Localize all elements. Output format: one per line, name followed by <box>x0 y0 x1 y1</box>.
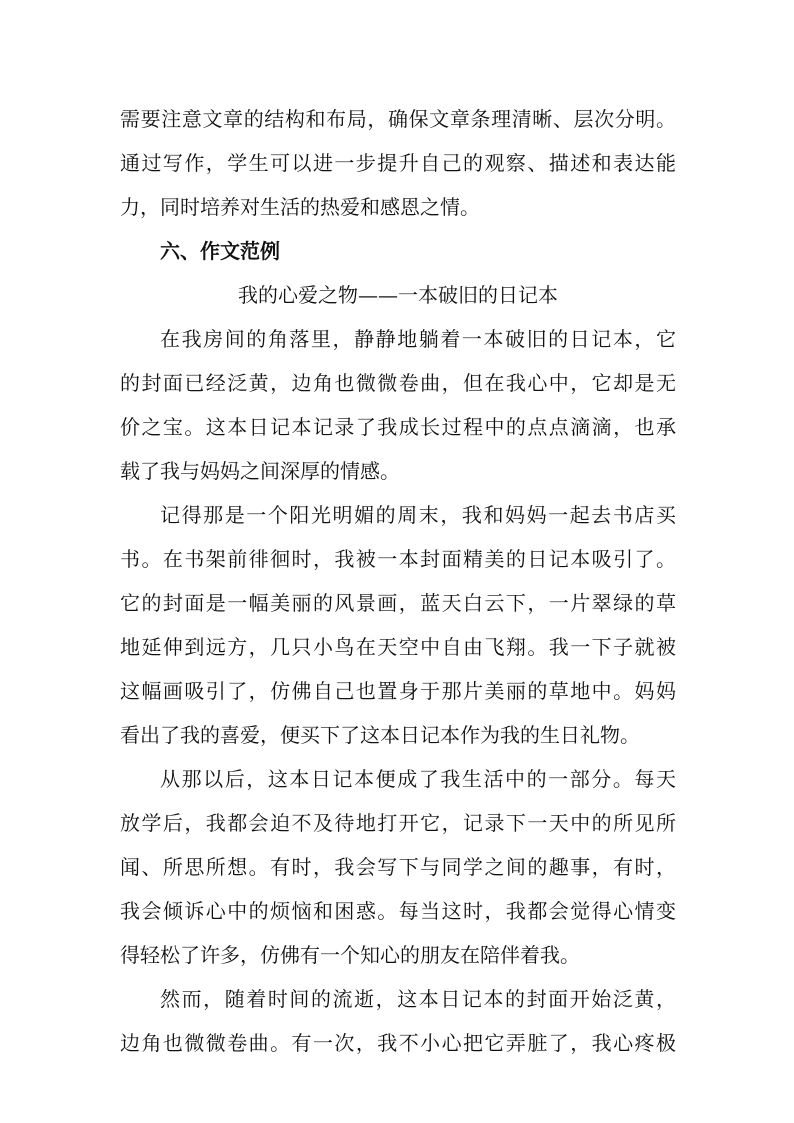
essay-p2-line-2: 书。在书架前徘徊时，我被一本封面精美的日记本吸引了。 <box>120 547 676 571</box>
essay-p4-line-2: 边角也微微卷曲。有一次，我不小心把它弄脏了，我心疼极 <box>120 1031 676 1055</box>
essay-p3-line-1: 从那以后，这本日记本便成了我生活中的一部分。每天 <box>160 767 676 791</box>
essay-p3-line-5: 得轻松了许多，仿佛有一个知心的朋友在陪伴着我。 <box>120 943 580 967</box>
section-heading: 六、作文范例 <box>160 239 280 263</box>
essay-p2-line-1: 记得那是一个阳光明媚的周末，我和妈妈一起去书店买 <box>160 503 676 527</box>
intro-line-1: 需要注意文章的结构和布局，确保文章条理清晰、层次分明。 <box>120 107 676 131</box>
essay-p1-line-1: 在我房间的角落里，静静地躺着一本破旧的日记本，它 <box>160 327 676 351</box>
intro-line-3: 力，同时培养对生活的热爱和感恩之情。 <box>120 195 480 219</box>
essay-p1-line-4: 载了我与妈妈之间深厚的情感。 <box>120 459 400 483</box>
intro-line-2: 通过写作，学生可以进一步提升自己的观察、描述和表达能 <box>120 151 676 175</box>
essay-p4-line-1: 然而，随着时间的流逝，这本日记本的封面开始泛黄， <box>160 987 676 1011</box>
essay-p3-line-3: 闻、所思所想。有时，我会写下与同学之间的趣事，有时， <box>120 855 676 879</box>
essay-p2-line-3: 它的封面是一幅美丽的风景画，蓝天白云下，一片翠绿的草 <box>120 591 676 615</box>
essay-p3-line-4: 我会倾诉心中的烦恼和困惑。每当这时，我都会觉得心情变 <box>120 899 676 923</box>
essay-p2-line-5: 这幅画吸引了，仿佛自己也置身于那片美丽的草地中。妈妈 <box>120 679 676 703</box>
essay-p1-line-2: 的封面已经泛黄，边角也微微卷曲，但在我心中，它却是无 <box>120 371 676 395</box>
essay-title: 我的心爱之物——一本破旧的日记本 <box>238 283 558 307</box>
essay-p1-line-3: 价之宝。这本日记本记录了我成长过程中的点点滴滴，也承 <box>120 415 676 439</box>
essay-p3-line-2: 放学后，我都会迫不及待地打开它，记录下一天中的所见所 <box>120 811 676 835</box>
essay-p2-line-6: 看出了我的喜爱，便买下了这本日记本作为我的生日礼物。 <box>120 723 640 747</box>
essay-p2-line-4: 地延伸到远方，几只小鸟在天空中自由飞翔。我一下子就被 <box>120 635 676 659</box>
